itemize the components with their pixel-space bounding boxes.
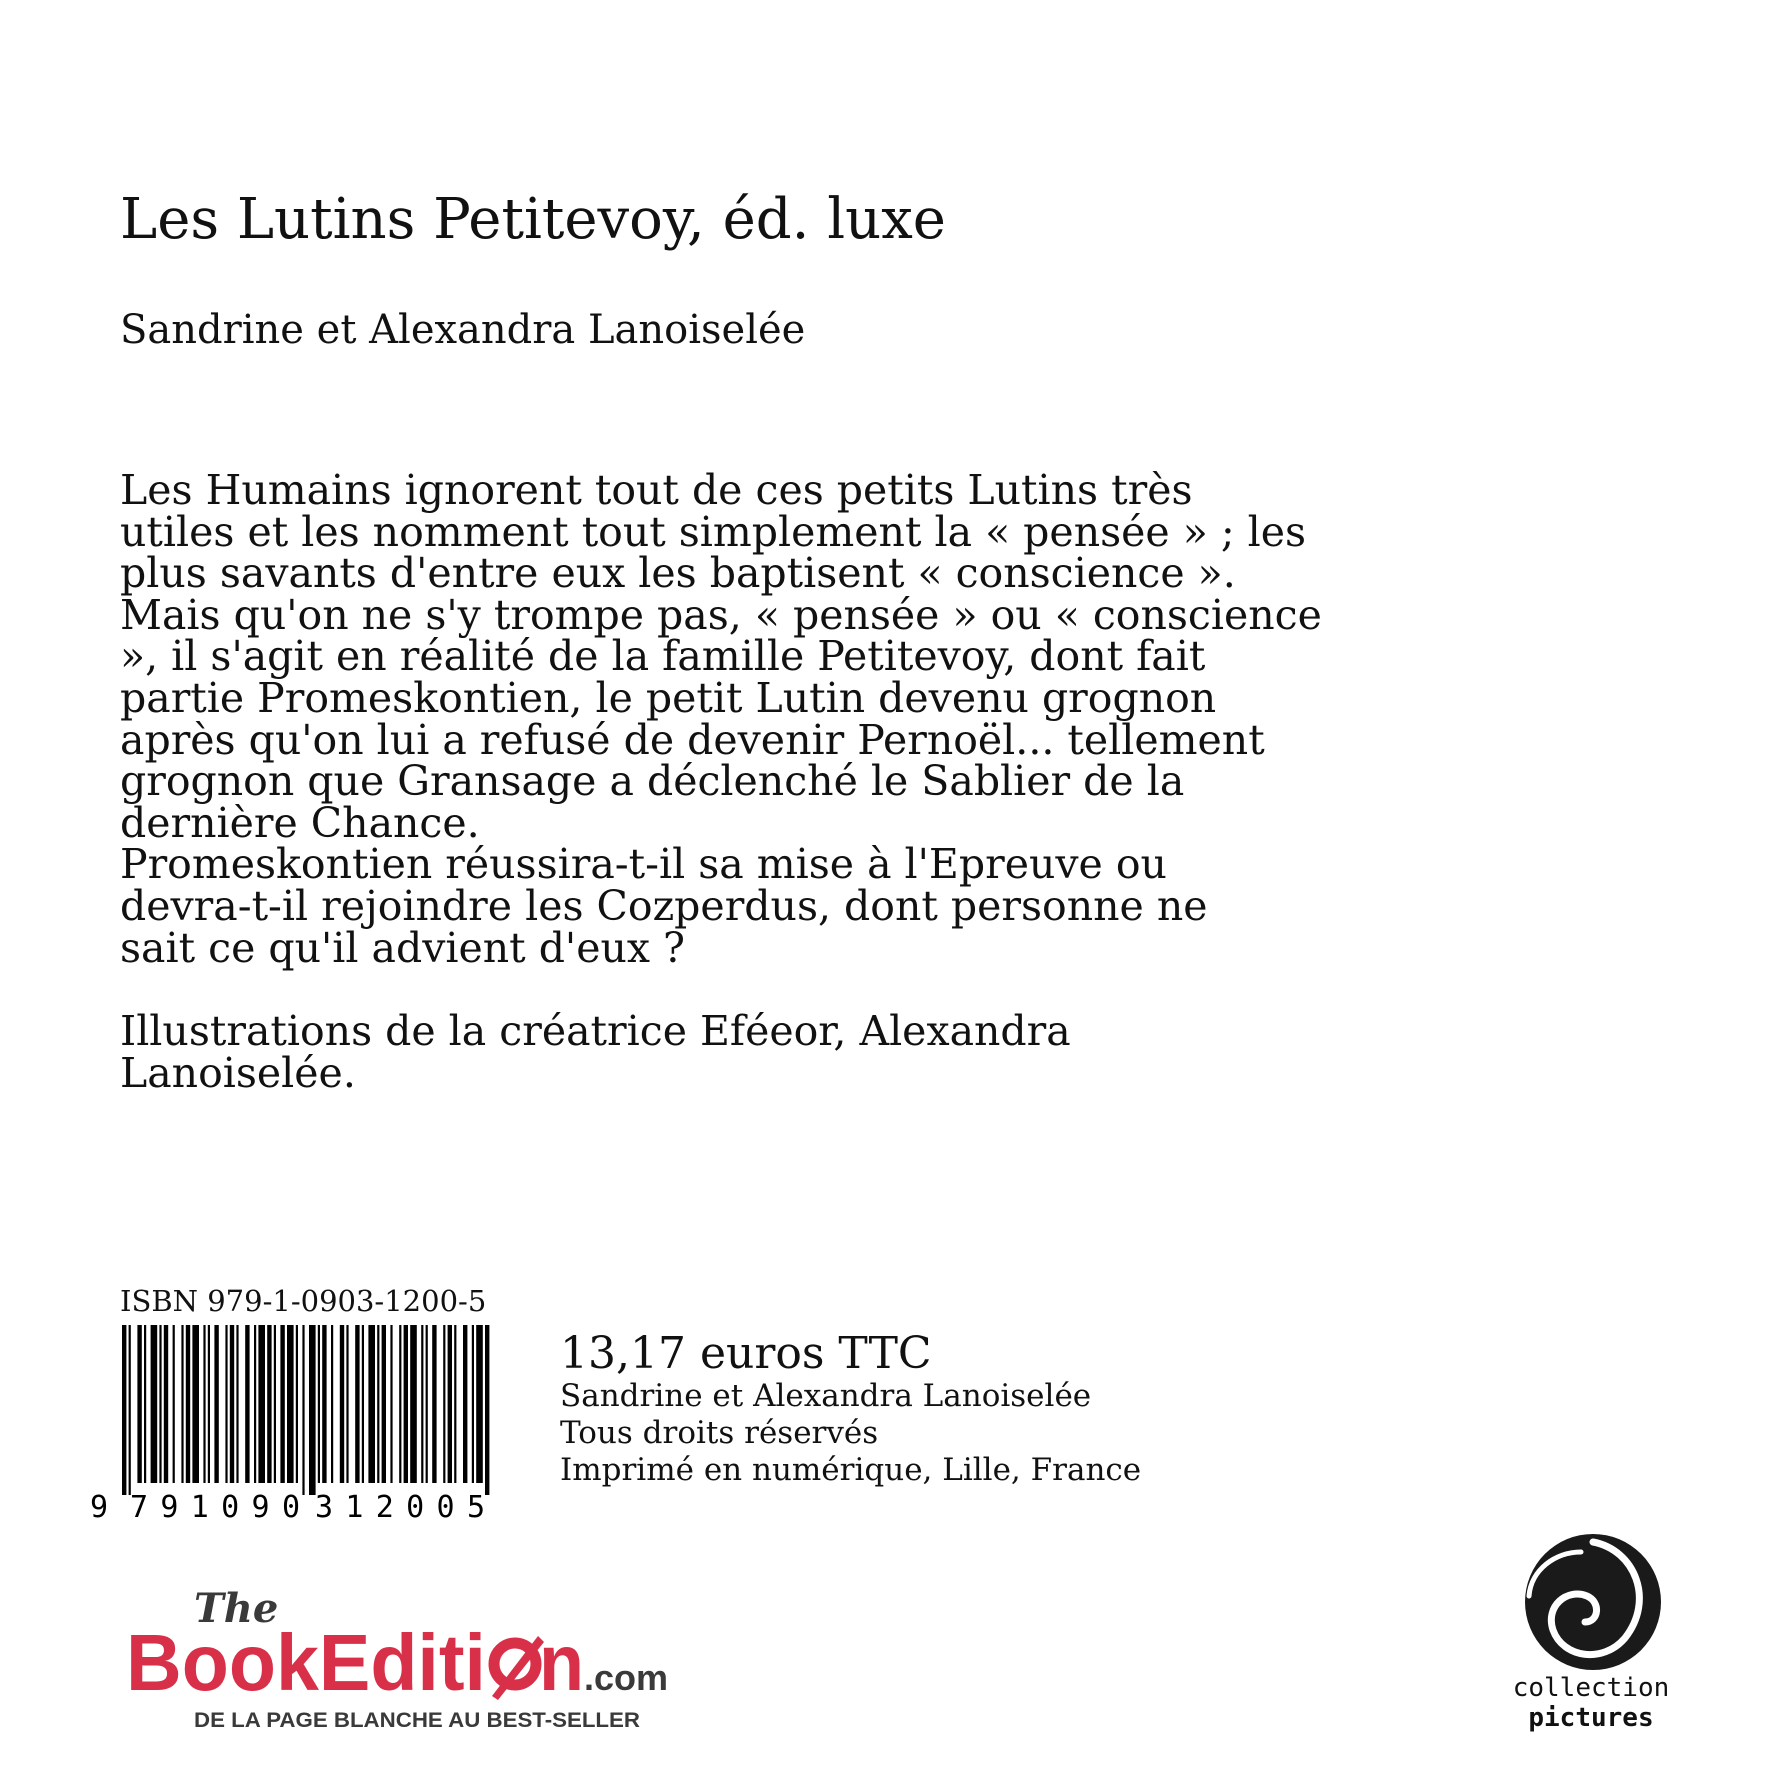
- barcode-bar: [421, 1325, 423, 1483]
- barcode-bar: [181, 1325, 183, 1483]
- barcode-bar: [137, 1325, 141, 1483]
- barcode-bar: [302, 1325, 304, 1495]
- barcode-bar: [355, 1325, 359, 1483]
- illustration-credits: [120, 1007, 1360, 1097]
- barcode-bar: [448, 1325, 452, 1483]
- logo-bookedition-n: n: [539, 1618, 584, 1707]
- credits-line: Lanoiselée.: [120, 1049, 356, 1097]
- blurb-line: Les Humains ignorent tout de ces petits Lutins très: [120, 466, 1193, 514]
- credits-line: Illustrations de la créatrice Eféeor, Alexandra: [120, 1007, 1071, 1055]
- blurb-line: Promeskontien réussira-t-il sa mise à l'Epreuve ou: [120, 840, 1167, 889]
- barcode-bar: [296, 1325, 298, 1483]
- blurb-line: sait ce qu'il advient d'eux ?: [120, 923, 686, 972]
- barcode-bar: [463, 1325, 467, 1483]
- barcode-bar: [173, 1325, 175, 1483]
- barcode-bar: [122, 1325, 126, 1495]
- barcode-digits-right: 312005: [315, 1490, 485, 1525]
- barcode-bar: [192, 1325, 199, 1483]
- barcode-digit-first: 9: [90, 1490, 109, 1525]
- barcode-bar: [280, 1325, 284, 1483]
- barcode-bar: [258, 1325, 265, 1483]
- barcode-bar: [476, 1325, 483, 1483]
- blurb-line: grognon que Gransage a déclenché le Sablier de la: [120, 757, 1185, 806]
- pictures-label: pictures: [1528, 1703, 1654, 1733]
- barcode-bar: [245, 1325, 249, 1483]
- barcode-bar: [309, 1325, 316, 1495]
- barcode-bar: [377, 1325, 379, 1483]
- logo-bookedition: BookEditi: [126, 1618, 486, 1707]
- barcode-bar: [410, 1325, 417, 1483]
- barcode-bar: [485, 1325, 489, 1495]
- barcode-bar: [472, 1325, 474, 1483]
- collection-pictures-logo: [1495, 1530, 1685, 1740]
- back-cover-blurb: [120, 466, 1360, 972]
- collection-label: collection: [1512, 1673, 1670, 1703]
- barcode-bar: [214, 1325, 218, 1483]
- blurb-line: devra-t-il rejoindre les Cozperdus, dont personne ne: [120, 881, 1208, 930]
- blurb-line: plus savants d'entre eux les baptisent « conscience ».: [120, 549, 1236, 598]
- barcode-bar: [426, 1325, 428, 1483]
- barcode-bar: [432, 1325, 436, 1483]
- barcode-bar: [267, 1325, 271, 1483]
- logo-the: The: [194, 1585, 279, 1632]
- blurb-line: partie Promeskontien, le petit Lutin devenu grognon: [120, 673, 1217, 722]
- blurb-line: utiles et les nomment tout simplement la « pensée » ; les: [120, 507, 1307, 556]
- barcode-bar: [230, 1325, 234, 1483]
- barcode-bar: [318, 1325, 320, 1483]
- barcode-bar: [454, 1325, 456, 1483]
- book-title: Les Lutins Petitevoy, éd. luxe: [120, 187, 946, 252]
- barcode-bar: [236, 1325, 238, 1483]
- barcode-bar: [274, 1325, 276, 1483]
- barcode-bar: [186, 1325, 190, 1483]
- barcode-bar: [287, 1325, 294, 1483]
- barcode-bar: [208, 1325, 210, 1483]
- logo-dotcom: .com: [584, 1657, 669, 1698]
- barcode-bar: [129, 1325, 131, 1495]
- blurb-line: dernière Chance.: [120, 798, 480, 847]
- price: 13,17 euros TTC: [560, 1328, 932, 1379]
- blurb-line: après qu'on lui a refusé de devenir Pernoël... tellement: [120, 715, 1265, 764]
- barcode-bar: [159, 1325, 161, 1483]
- logo-tagline: DE LA PAGE BLANCHE AU BEST-SELLER: [194, 1709, 640, 1732]
- rights-notice: Tous droits réservés: [560, 1415, 879, 1451]
- barcode-bar: [390, 1325, 392, 1483]
- barcode-bar: [399, 1325, 401, 1483]
- barcode-bar: [144, 1325, 146, 1483]
- barcode-bar: [340, 1325, 344, 1483]
- blurb-line: Mais qu'on ne s'y trompe pas, « pensée » ou « conscience: [120, 590, 1322, 639]
- barcode-bar: [362, 1325, 364, 1483]
- printing-info: Imprimé en numérique, Lille, France: [560, 1452, 1142, 1488]
- isbn-barcode: [80, 1325, 500, 1525]
- barcode-bar: [203, 1325, 205, 1483]
- barcode-bar: [225, 1325, 227, 1483]
- book-authors: Sandrine et Alexandra Lanoiselée: [120, 307, 806, 353]
- barcode-bar: [443, 1325, 445, 1483]
- barcode-bar: [322, 1325, 326, 1483]
- barcode-bar: [404, 1325, 408, 1483]
- barcode-bar: [164, 1325, 168, 1483]
- barcode-bar: [254, 1325, 256, 1483]
- blurb-line: », il s'agit en réalité de la famille Petitevoy, dont fait: [120, 632, 1206, 681]
- spiral-icon: [1525, 1534, 1661, 1670]
- bookedition-logo: [126, 1578, 726, 1748]
- isbn-label: ISBN 979-1-0903-1200-5: [120, 1284, 487, 1318]
- barcode-bar: [382, 1325, 386, 1483]
- barcode-bar: [368, 1325, 375, 1483]
- barcode-bar: [331, 1325, 333, 1483]
- barcode-bar: [346, 1325, 348, 1483]
- barcode-digits-left: 791090: [130, 1490, 300, 1525]
- copyright-holder: Sandrine et Alexandra Lanoiselée: [560, 1378, 1092, 1414]
- barcode-bar: [151, 1325, 158, 1483]
- quill-icon: [492, 1636, 544, 1700]
